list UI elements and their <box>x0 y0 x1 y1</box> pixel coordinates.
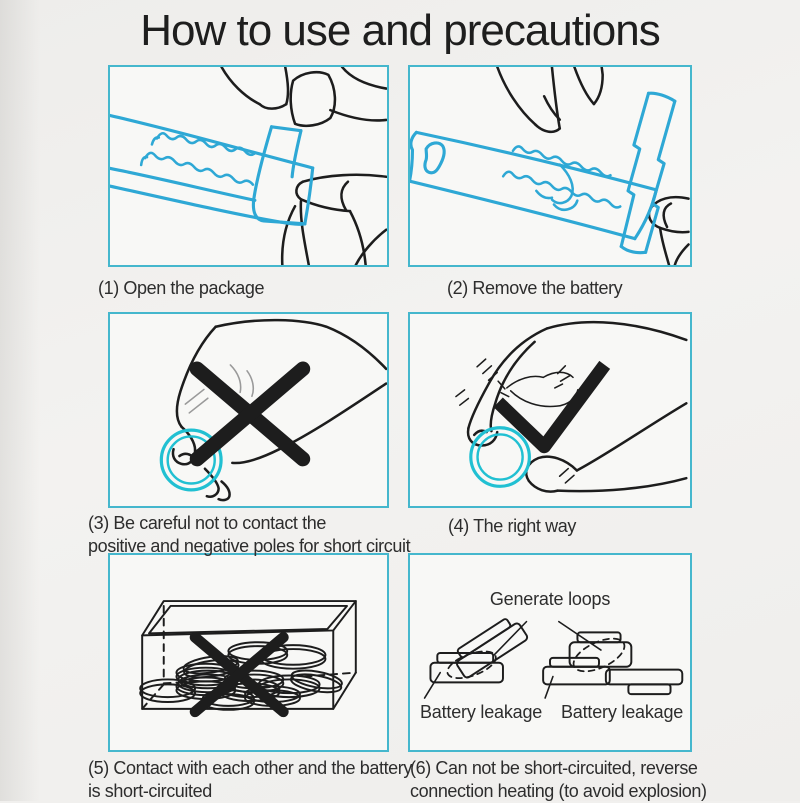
wrong-grip-illustration <box>110 314 387 506</box>
panel-remove-battery <box>408 65 692 267</box>
leader-line <box>545 677 553 699</box>
caption-2 <box>447 277 622 300</box>
battery-stack-right <box>543 632 682 698</box>
hand-drawing <box>173 320 386 500</box>
check-icon <box>498 365 605 447</box>
remove-battery-illustration <box>410 67 690 265</box>
panel-stack-short-circuit <box>408 553 692 752</box>
caption-line: (5) Contact with each other and the battery <box>88 758 412 778</box>
coin-battery-icon <box>471 428 530 487</box>
hand-drawing <box>497 67 688 265</box>
panel-open-package <box>108 65 389 267</box>
panel-wrong-way <box>108 312 389 508</box>
open-package-illustration <box>110 67 387 265</box>
right-grip-illustration <box>410 314 690 506</box>
leader-line <box>425 673 441 698</box>
caption-line: positive and negative poles for short circuit <box>88 536 411 556</box>
generate-loops-label: Generate loops <box>489 589 611 609</box>
page-title: How to use and precautions <box>140 6 660 55</box>
blister-card-drawing <box>410 93 675 252</box>
battery-leakage-label-left: Battery leakage <box>420 702 543 722</box>
battery-stack-left <box>425 614 529 698</box>
caption-1 <box>98 277 264 300</box>
panel-box-short-circuit <box>108 553 389 752</box>
caption-5 <box>88 757 412 803</box>
battery-leakage-label-right: Battery leakage <box>561 702 684 722</box>
blister-package-drawing <box>110 115 313 224</box>
caption-line: is short-circuited <box>88 781 212 801</box>
caption-line: (3) Be careful not to contact the <box>88 513 326 533</box>
caption-4 <box>448 515 576 538</box>
battery-box-illustration <box>110 555 387 750</box>
panel-right-way <box>408 312 692 508</box>
caption-line: (4) The right way <box>448 516 576 536</box>
caption-6 <box>410 757 707 803</box>
caption-line: (6) Can not be short-circuited, reverse <box>410 758 698 778</box>
caption-line: connection heating (to avoid explosion) <box>410 781 707 801</box>
caption-3 <box>88 512 410 558</box>
caption-line: (1) Open the package <box>98 278 265 298</box>
caption-line: (2) Remove the battery <box>447 278 623 298</box>
tear-wave-lines <box>141 133 255 184</box>
prohibition-x-icon <box>197 369 303 459</box>
